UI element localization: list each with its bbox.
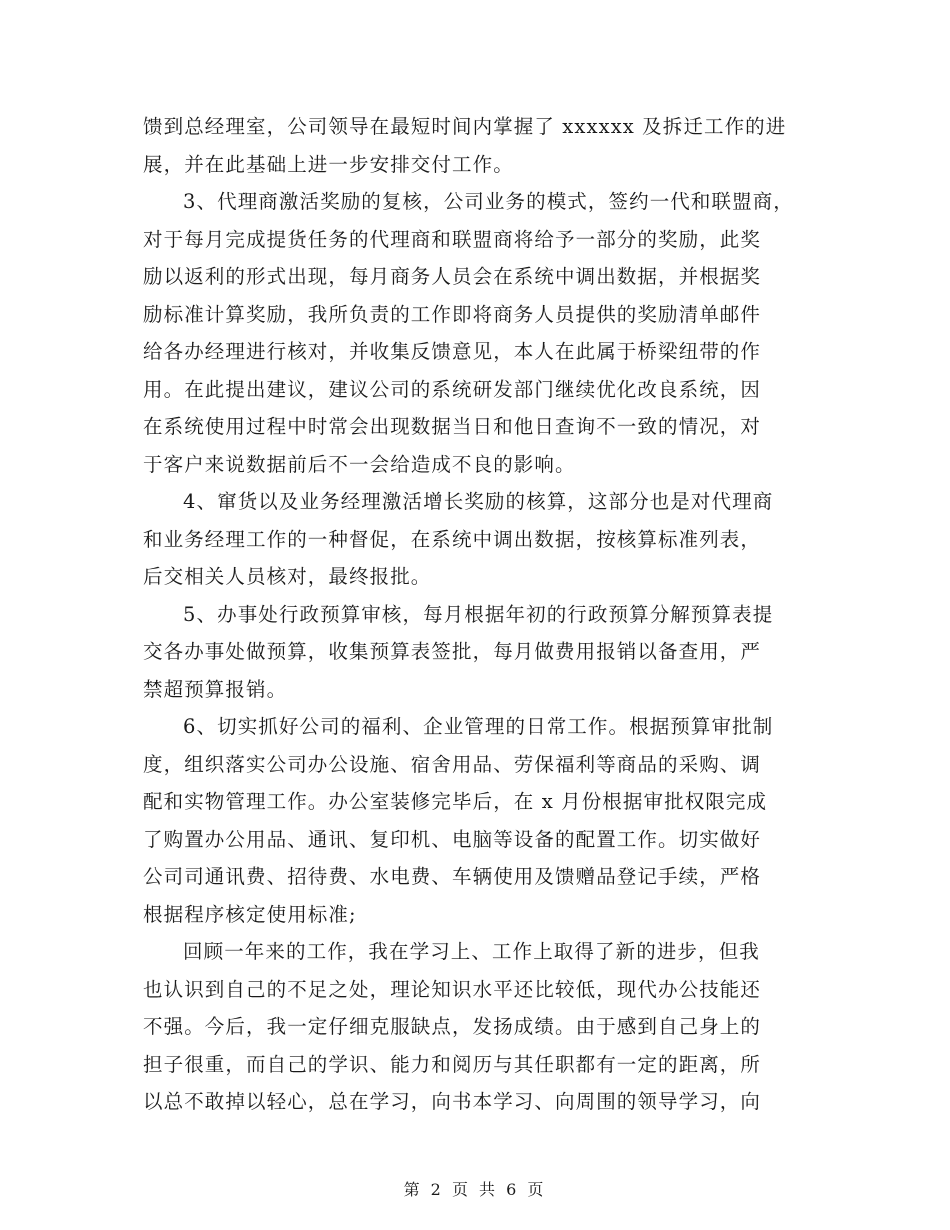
text-line: 也认识到自己的不足之处，理论知识水平还比较低，现代办公技能还	[143, 977, 762, 1001]
text-line: 配和实物管理工作。办公室装修完毕后，在 x 月份根据审批权限完成	[143, 790, 768, 813]
paragraph-start-6: 6、切实抓好公司的福利、企业管理的日常工作。根据预算审批制	[183, 715, 774, 738]
text-line: 于客户来说数据前后不一会给造成不良的影响。	[143, 452, 576, 476]
paragraph-start-5: 5、办事处行政预算审核，每月根据年初的行政预算分解预算表提	[183, 602, 774, 626]
text-line: 了购置办公用品、通讯、复印机、电脑等设备的配置工作。切实做好	[143, 827, 762, 851]
text-line: 和业务经理工作的一种督促，在系统中调出数据，按核算标准列表，	[143, 527, 762, 551]
text-line: 担子很重，而自己的学识、能力和阅历与其任职都有一定的距离，所	[143, 1052, 762, 1076]
text-line: 对于每月完成提货任务的代理商和联盟商将给予一部分的奖励，此奖	[143, 227, 762, 251]
text-line: 后交相关人员核对，最终报批。	[143, 565, 432, 588]
text-line: 不强。今后，我一定仔细克服缺点，发扬成绩。由于感到自己身上的	[143, 1015, 762, 1038]
text-line: 给各办经理进行核对，并收集反馈意见，本人在此属于桥梁纽带的作	[143, 340, 762, 363]
text-line: 励标准计算奖励，我所负责的工作即将商务人员提供的奖励清单邮件	[143, 302, 762, 326]
text-line: 在系统使用过程中时常会出现数据当日和他日查询不一致的情况，对	[143, 415, 762, 438]
text-line: 励以返利的形式出现，每月商务人员会在系统中调出数据，并根据奖	[143, 265, 762, 288]
body-text	[143, 108, 833, 1121]
paragraph-start-4: 4、窜货以及业务经理激活增长奖励的核算，这部分也是对代理商	[183, 490, 774, 513]
text-line: 禁超预算报销。	[143, 677, 288, 701]
text-line: 度，组织落实公司办公设施、宿舍用品、劳保福利等商品的采购、调	[143, 752, 762, 776]
text-line: 馈到总经理室，公司领导在最短时间内掌握了 xxxxxx 及拆迁工作的进	[143, 115, 787, 138]
paragraph-start-3: 3、代理商激活奖励的复核，公司业务的模式，签约一代和联盟商，	[183, 190, 794, 213]
paragraph-start-review: 回顾一年来的工作，我在学习上、工作上取得了新的进步，但我	[183, 940, 760, 963]
text-line: 用。在此提出建议，建议公司的系统研发部门继续优化改良系统，因	[143, 377, 762, 401]
text-line: 根据程序核定使用标准;	[143, 902, 357, 926]
text-line: 展，并在此基础上进一步安排交付工作。	[143, 152, 514, 176]
text-line: 公司司通讯费、招待费、水电费、车辆使用及馈赠品登记手续，严格	[143, 865, 762, 888]
page-footer: 第 2 页 共 6 页	[403, 1180, 547, 1199]
text-line: 交各办事处做预算，收集预算表签批，每月做费用报销以备查用，严	[143, 640, 762, 663]
text-line: 以总不敢掉以轻心，总在学习，向书本学习、向周围的领导学习，向	[143, 1090, 762, 1113]
